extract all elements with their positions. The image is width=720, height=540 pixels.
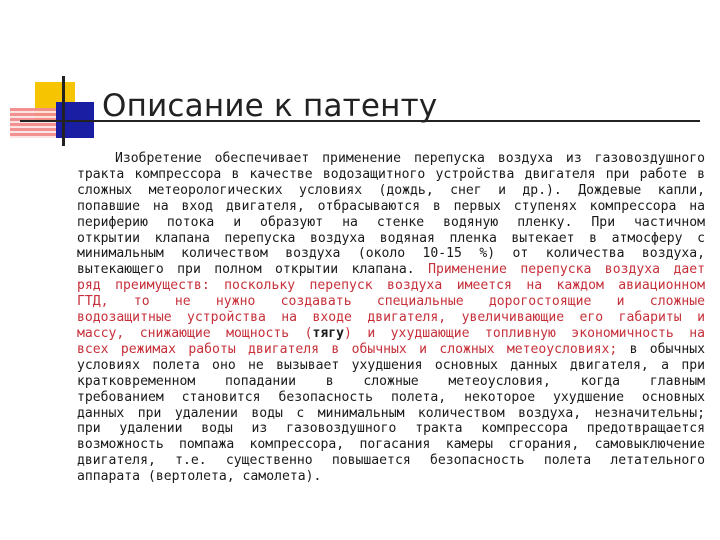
text-segment: вытекающего при полном открытии клапана.: [77, 262, 429, 278]
text-segment: аппарата (вертолета, самолета).: [77, 469, 322, 485]
text-segment: возможность помпажа компрессора, погасания камеры сгорания, самовыключение: [77, 437, 705, 453]
decor-vertical-line: [62, 76, 65, 146]
highlighted-text: водозащитные устройства на входе двигателя, увеличивающие его габариты и: [77, 310, 705, 326]
text-segment: в обычных: [617, 341, 705, 357]
paragraph-line: [77, 215, 705, 231]
slide-title: Описание к патенту: [102, 88, 438, 124]
decor-pink-striped-square: [10, 108, 60, 138]
bold-text: тягу: [312, 325, 345, 341]
paragraph-line: [77, 342, 705, 358]
text-segment: открытии клапана перепуска воздуха водяная пленка вытекает в атмосферу с: [77, 230, 705, 246]
text-segment: Изобретение обеспечивает применение перепуска воздуха из газовоздушного: [115, 151, 705, 166]
highlighted-text: ) и ухудшающие топливную экономичность на: [344, 325, 705, 341]
paragraph-line: [77, 390, 705, 406]
highlighted-text: всех режимах работы двигателя в обычных и сложных метеоусловиях;: [77, 341, 618, 357]
paragraph-line: [77, 246, 705, 262]
paragraph-line: [77, 374, 705, 390]
text-segment: периферию потока и образуют на стенке водяную пленку. При частичном: [77, 214, 705, 230]
text-segment: тракта компрессора в качестве водозащитного устройства двигателя при работе в: [77, 166, 705, 182]
paragraph-line: [77, 358, 705, 374]
text-segment: данных при удалении воды с минимальным количеством воздуха, незначительны;: [77, 405, 705, 421]
paragraph-line: [77, 183, 705, 199]
highlighted-text: ГТД, то не нужно создавать специальные дорогостоящие и сложные: [77, 294, 705, 310]
paragraph-line: [77, 151, 705, 167]
text-segment: сложных метеорологических условиях (дождь, снег и др.). Дождевые капли,: [77, 182, 705, 198]
highlighted-text: массу, снижающие мощность (: [77, 325, 313, 341]
text-segment: минимальным количеством воздуха (около 10-15 %) от количества воздуха,: [77, 246, 705, 262]
text-segment: двигателя, т.е. существенно повышается безопасность полета летательного: [77, 453, 705, 469]
paragraph-line: [77, 326, 705, 342]
paragraph-line: [77, 278, 705, 294]
paragraph-line: [77, 262, 705, 278]
paragraph-line: [77, 453, 705, 469]
paragraph-line: [77, 310, 705, 326]
paragraph-line: [77, 294, 705, 310]
text-segment: условиях полета оно не вызывает ухудшения основных данных двигателя, а при: [77, 357, 705, 373]
text-segment: требованием становится безопасность полета, некоторое ухудшение основных: [77, 389, 705, 405]
highlighted-text: Применение перепуска воздуха дает: [428, 262, 705, 278]
paragraph-line: [77, 421, 705, 437]
paragraph-line: [77, 199, 705, 215]
paragraph-line: [77, 406, 705, 422]
highlighted-text: ряд преимуществ: поскольку перепуск воздуха имеется на каждом авиационном: [77, 278, 705, 294]
paragraph-line: [77, 469, 705, 485]
paragraph-line: [77, 437, 705, 453]
patent-description-text: [77, 151, 705, 485]
text-segment: кратковременном попадании в сложные метеоусловия, когда главным: [77, 373, 705, 389]
text-segment: при удалении воды из газовоздушного тракта компрессора предотвращается: [77, 421, 705, 437]
text-segment: попавшие на вход двигателя, отбрасываются в первых ступенях компрессора на: [77, 198, 705, 214]
paragraph-line: [77, 167, 705, 183]
paragraph-line: [77, 231, 705, 247]
